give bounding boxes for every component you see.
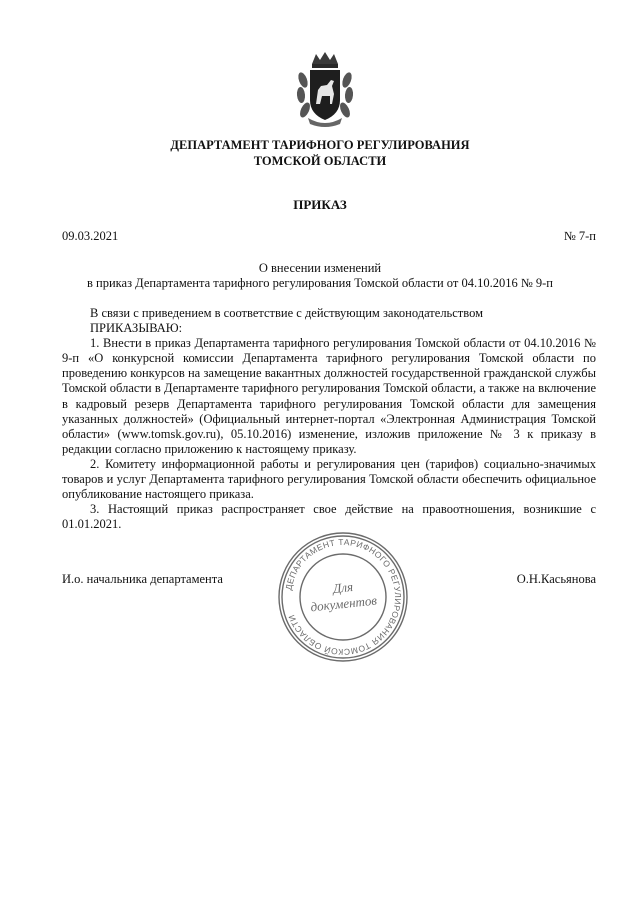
subject-line2: в приказ Департамента тарифного регулирования Томской области от 04.10.2016 № 9-п — [86, 276, 553, 290]
official-stamp — [276, 530, 410, 664]
coat-of-arms-icon — [294, 50, 356, 130]
order-item-2: 2. Комитету информационной работы и регулирования цен (тарифов) социально-значимых товаров и услуг Департамента тарифного регулирования Томской области обеспечить официальное опубликование настоящего приказа. — [62, 456, 596, 502]
preamble: В связи с приведением в соответствие с действующим законодательством — [90, 306, 484, 320]
signatory-position: И.о. начальника департамента — [62, 572, 223, 586]
order-body — [62, 306, 596, 532]
stamp-ring-text: ДЕПАРТАМЕНТ ТАРИФНОГО РЕГУЛИРОВАНИЯ ТОМСКОЙ ОБЛАСТИ — [283, 536, 404, 658]
order-item-3: 3. Настоящий приказ распространяет свое действие на правоотношения, возникшие с 01.01.2021. — [62, 502, 596, 532]
order-item-1: 1. Внести в приказ Департамента тарифного регулирования Томской области от 04.10.2016 № 9-п «О конкурсной комиссии Департамента тарифного регулирования Томской области по проведению конкурсов на замещение вакантных должностей государственной гражданской службы Томской области в Департаменте тарифного регулирования Томской области, а также на включение в кадровый резерв Департамента тарифного регулирования Томской области для замещения указанных должностей» (Официальный интернет-портал «Электронная Администрация Томской области» (www.tomsk.gov.ru), 05.10.2016) изменение, изложив приложение № 3 к приказу в редакции согласно приложению к настоящему приказу. — [62, 336, 596, 456]
subject-line1: О внесении изменений — [258, 261, 382, 275]
stamp-center-line2: документов — [309, 592, 378, 615]
order-date: 09.03.2021 — [62, 229, 119, 243]
department-name-line1: ДЕПАРТАМЕНТ ТАРИФНОГО РЕГУЛИРОВАНИЯ — [170, 138, 470, 152]
stamp-center-line1: Для — [332, 578, 354, 596]
order-word: ПРИКАЗЫВАЮ: — [90, 321, 183, 336]
order-number: № 7-п — [563, 229, 596, 243]
department-name-line2: ТОМСКОЙ ОБЛАСТИ — [253, 154, 387, 168]
order-title: ПРИКАЗ — [293, 197, 347, 212]
signatory-name: О.Н.Касьянова — [516, 572, 596, 586]
